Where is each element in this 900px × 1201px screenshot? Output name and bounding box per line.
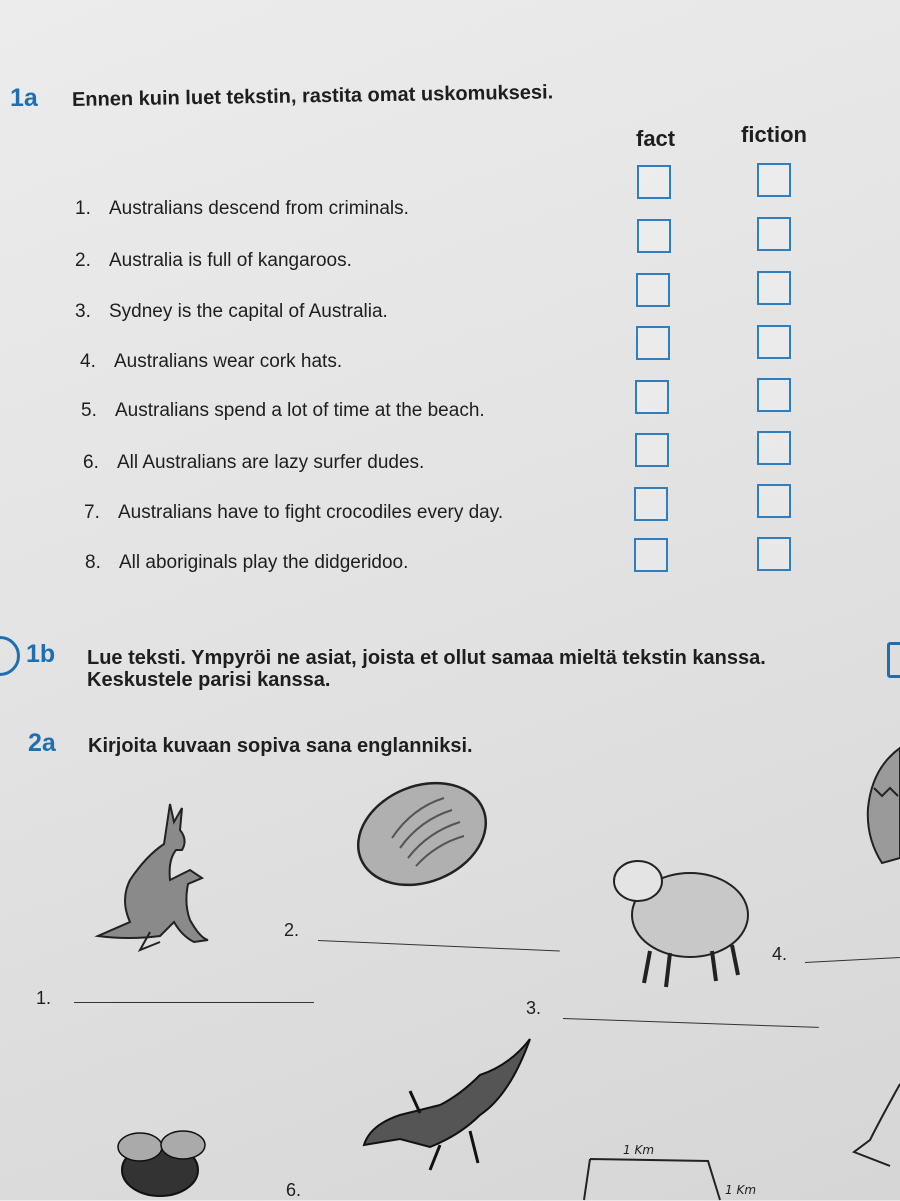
fact-checkbox-1[interactable] — [637, 165, 671, 199]
map-label-top: 1 Km — [623, 1143, 655, 1157]
statement-item — [75, 301, 388, 323]
statement-item — [81, 400, 485, 422]
statement-text: Australians wear cork hats. — [114, 351, 343, 372]
fact-checkbox-4[interactable] — [636, 326, 670, 360]
statement-item — [75, 250, 352, 272]
page-reference-icon — [887, 642, 900, 678]
crocodile-illustration — [360, 1035, 540, 1175]
statement-number: 1. — [75, 198, 91, 219]
statement-text: Australia is full of kangaroos. — [109, 250, 352, 271]
fiction-checkbox-5[interactable] — [757, 378, 791, 412]
exercise-1b-instruction-line2: Keskustele parisi kanssa. — [87, 669, 331, 691]
statement-number: 4. — [80, 351, 96, 372]
statement-number: 3. — [75, 301, 91, 322]
statement-text: Australians have to fight crocodiles every day. — [118, 502, 504, 523]
sheep-illustration — [600, 855, 750, 990]
statement-number: 7. — [84, 502, 100, 523]
fiction-checkbox-2[interactable] — [757, 217, 791, 251]
map-square-illustration — [580, 1155, 730, 1200]
statement-text: Australians descend from criminals. — [109, 198, 409, 219]
audio-track-icon — [0, 636, 20, 676]
fact-checkbox-8[interactable] — [634, 538, 668, 572]
exercise-1a-instruction: Ennen kuin luet tekstin, rastita omat uskomuksesi. — [71, 81, 554, 111]
fact-checkbox-2[interactable] — [637, 219, 671, 253]
exercise-number-2a: 2a — [28, 729, 56, 757]
fiction-checkbox-8[interactable] — [757, 537, 791, 571]
exercise-number-1b: 1b — [26, 640, 56, 668]
statement-text: Sydney is the capital of Australia. — [109, 301, 388, 322]
fiction-checkbox-3[interactable] — [757, 271, 791, 305]
fiction-checkbox-4[interactable] — [757, 325, 791, 359]
partial-illustration-right-edge — [850, 1080, 900, 1170]
kangaroo-illustration — [90, 800, 230, 960]
fact-checkbox-6[interactable] — [635, 433, 669, 467]
statement-number: 6. — [83, 452, 99, 473]
answer-line-3[interactable] — [563, 1018, 819, 1028]
statement-item — [84, 502, 503, 524]
statement-item — [80, 351, 342, 373]
fact-checkbox-5[interactable] — [635, 380, 669, 414]
exercise-number-1a: 1a — [10, 84, 38, 112]
bread-illustration — [352, 778, 492, 893]
statement-item — [85, 552, 408, 574]
answer-line-4[interactable] — [805, 957, 900, 963]
statement-number: 8. — [85, 552, 101, 573]
fiction-checkbox-1[interactable] — [757, 163, 791, 197]
statement-item — [75, 198, 409, 220]
column-header-fact: fact — [636, 126, 676, 151]
statement-text: All Australians are lazy surfer dudes. — [117, 452, 425, 473]
map-label-side: 1 Km — [725, 1183, 757, 1197]
statement-text: All aboriginals play the didgeridoo. — [119, 552, 409, 573]
exercise-2a-instruction: Kirjoita kuvaan sopiva sana englanniksi. — [88, 735, 473, 757]
statement-number: 5. — [81, 400, 97, 421]
fiction-checkbox-7[interactable] — [757, 484, 791, 518]
fiction-checkbox-6[interactable] — [757, 431, 791, 465]
answer-number-4: 4. — [772, 944, 788, 964]
fly-illustration — [105, 1125, 215, 1200]
fact-checkbox-3[interactable] — [636, 273, 670, 307]
answer-number-3: 3. — [526, 998, 542, 1018]
column-header-fiction: fiction — [741, 122, 807, 147]
exercise-1b-instruction-line1: Lue teksti. Ympyröi ne asiat, joista et ollut samaa mieltä tekstin kanssa. — [87, 647, 766, 669]
answer-number-2: 2. — [284, 920, 300, 940]
statement-number: 2. — [75, 250, 91, 271]
answer-number-1: 1. — [36, 988, 52, 1008]
statement-item — [83, 452, 424, 474]
answer-line-1[interactable] — [74, 1002, 314, 1003]
shark-illustration — [862, 748, 900, 868]
statement-text: Australians spend a lot of time at the beach. — [115, 400, 485, 421]
fact-checkbox-7[interactable] — [634, 487, 668, 521]
answer-line-2[interactable] — [318, 940, 560, 952]
answer-number-6: 6. — [286, 1180, 302, 1200]
